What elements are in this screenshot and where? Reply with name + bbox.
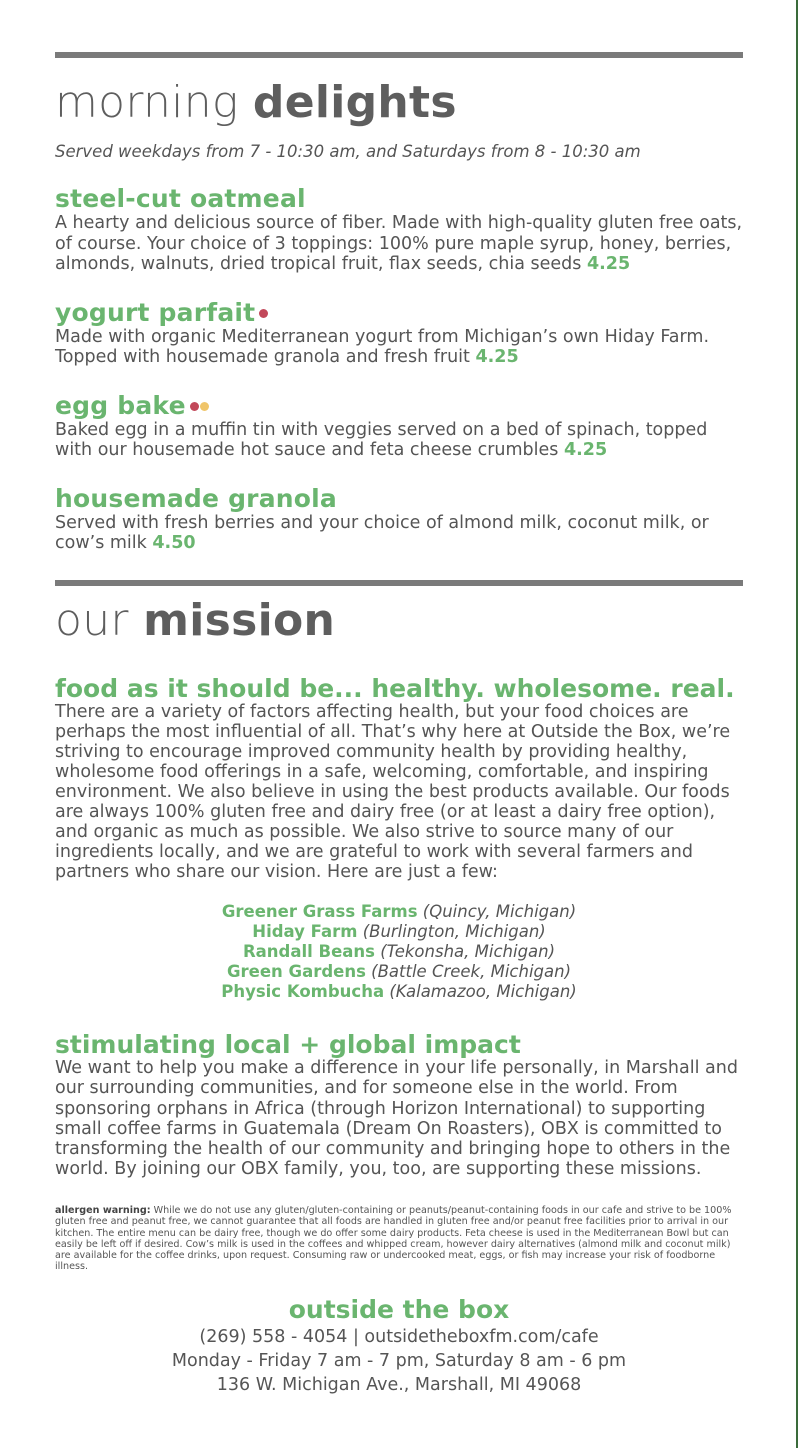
farm-partner (55, 902, 743, 922)
dairy-indicator-dot-icon (190, 402, 199, 411)
farm-name: Green Gardens (226, 962, 366, 982)
item-desc-text: Baked egg in a muffin tin with veggies served on a bed of spinach, topped with our housemade hot sauce and feta cheese crumbles (55, 419, 708, 460)
farm-location: (Kalamazoo, Michigan) (389, 982, 577, 1002)
food-heading: food as it should be... healthy. wholesome. real. (55, 673, 735, 703)
farm-location: (Battle Creek, Michigan) (371, 962, 572, 982)
menu-item-egg-bake (55, 392, 743, 461)
farm-name: Hiday Farm (252, 922, 358, 942)
allergen-label: allergen warning: (55, 1204, 151, 1216)
food-paragraph: There are a variety of factors affecting health, but your food choices are perhaps the most influential of all. That’s why here at Outside the Box, we’re striving to encourage improved community health by providing healthy, wholesome food offerings in a safe, welcoming, comfortable, and inspiring environment. We also believe in using the best products available. Our foods are always 100% gluten free and dairy free (or at least a dairy free option), and organic as much as possible. We also strive to source many of our ingredients locally, and we are grateful to work with several farmers and partners who share our vision. Here are just a few: (55, 701, 731, 883)
item-description (55, 420, 743, 461)
farm-partner (55, 922, 743, 942)
item-price: 4.25 (563, 440, 608, 460)
impact-paragraph: We want to help you make a difference in your life personally, in Marshall and our surrounding communities, and for someone else in the world. From sponsoring orphans in Africa (through Horizon International) to supporting small coffee farms in Guatemala (Dream On Roasters), OBX is committed to transforming the health of our community and bringing hope to others in the world. By joining our OBX family, you, too, are supporting these missions. (55, 1058, 738, 1179)
item-desc-text: Made with organic Mediterranean yogurt from Michigan’s own Hiday Farm. Topped with housemade granola and fresh fruit (55, 326, 710, 367)
menu-page (55, 0, 743, 1397)
farm-partner (55, 942, 743, 962)
heading-bold-text: delights (252, 77, 457, 128)
allergen-text: While we do not use any gluten/gluten-containing or peanuts/peanut-containing foods in our cafe and strive to be 100% gluten free and peanut free, we cannot guarantee that all foods are handled in gluten free and/or peanut free facilities prior to arrival in our kitchen. The entire menu can be dairy free, though we do offer some dairy products. Feta cheese is used in the Mediterranean Bowl but can easily be left off if desired. Cow’s milk is used in the coffees and whipped cream, however dairy alternatives (almond milk and coconut milk) are available for the coffee drinks, upon request. Consuming raw or undercooked meat, eggs, or fish may increase your risk of foodborne illness. (55, 1204, 732, 1273)
brand-name: outside the box (288, 1294, 510, 1324)
item-name: yogurt parfait (55, 297, 256, 327)
item-desc-text: Served with fresh berries and your choice of almond milk, coconut milk, or cow’s milk (55, 512, 709, 553)
menu-item-oatmeal (55, 185, 743, 275)
item-name: egg bake (55, 390, 186, 420)
farm-partners-list (55, 902, 743, 1002)
footer (55, 1295, 743, 1397)
farm-partner (55, 962, 743, 982)
item-name: housemade granola (55, 483, 337, 513)
section-heading-our-mission (55, 596, 743, 646)
section-divider (55, 52, 743, 58)
farm-name: Greener Grass Farms (221, 902, 418, 922)
farm-location: (Tekonsha, Michigan) (380, 942, 556, 962)
item-description (55, 213, 743, 275)
item-description (55, 327, 743, 368)
farm-partner (55, 982, 743, 1002)
item-name-row (55, 299, 743, 327)
section-divider (55, 580, 743, 586)
item-name-row (55, 392, 743, 420)
section-heading-morning-delights (55, 78, 743, 128)
contact-info: (269) 558 - 4054 | outsidetheboxfm.com/cafe (199, 1326, 599, 1347)
heading-bold-text: mission (143, 594, 336, 646)
menu-item-granola (55, 485, 743, 554)
farm-name: Randall Beans (242, 942, 375, 962)
impact-heading: stimulating local + global impact (55, 1030, 521, 1060)
farm-location: (Burlington, Michigan) (362, 922, 546, 942)
egg-indicator-dot-icon (200, 402, 209, 411)
farm-location: (Quincy, Michigan) (422, 902, 577, 922)
dairy-indicator-dot-icon (259, 309, 268, 318)
heading-light-text: our (55, 594, 129, 646)
item-price: 4.25 (475, 347, 519, 367)
business-hours: Monday - Friday 7 am - 7 pm, Saturday 8 am - 6 pm (171, 1350, 627, 1371)
address: 136 W. Michigan Ave., Marshall, MI 49068 (216, 1374, 582, 1395)
item-price: 4.50 (152, 533, 196, 553)
heading-light-text: morning (55, 77, 239, 128)
item-name: steel-cut oatmeal (55, 184, 306, 213)
item-description (55, 513, 743, 554)
allergen-warning (55, 1205, 743, 1273)
menu-item-yogurt-parfait (55, 299, 743, 368)
farm-name: Physic Kombucha (221, 982, 385, 1002)
item-desc-text: A hearty and delicious source of fiber. Made with high-quality gluten free oats, of course. Your choice of 3 toppings: 100% pure maple syrup, honey, berries, almonds, walnuts, dried tropical fruit, flax seeds, chia seeds (55, 213, 743, 274)
serving-hours: Served weekdays from 7 - 10:30 am, and Saturdays from 8 - 10:30 am (55, 142, 641, 161)
item-price: 4.25 (586, 254, 631, 274)
